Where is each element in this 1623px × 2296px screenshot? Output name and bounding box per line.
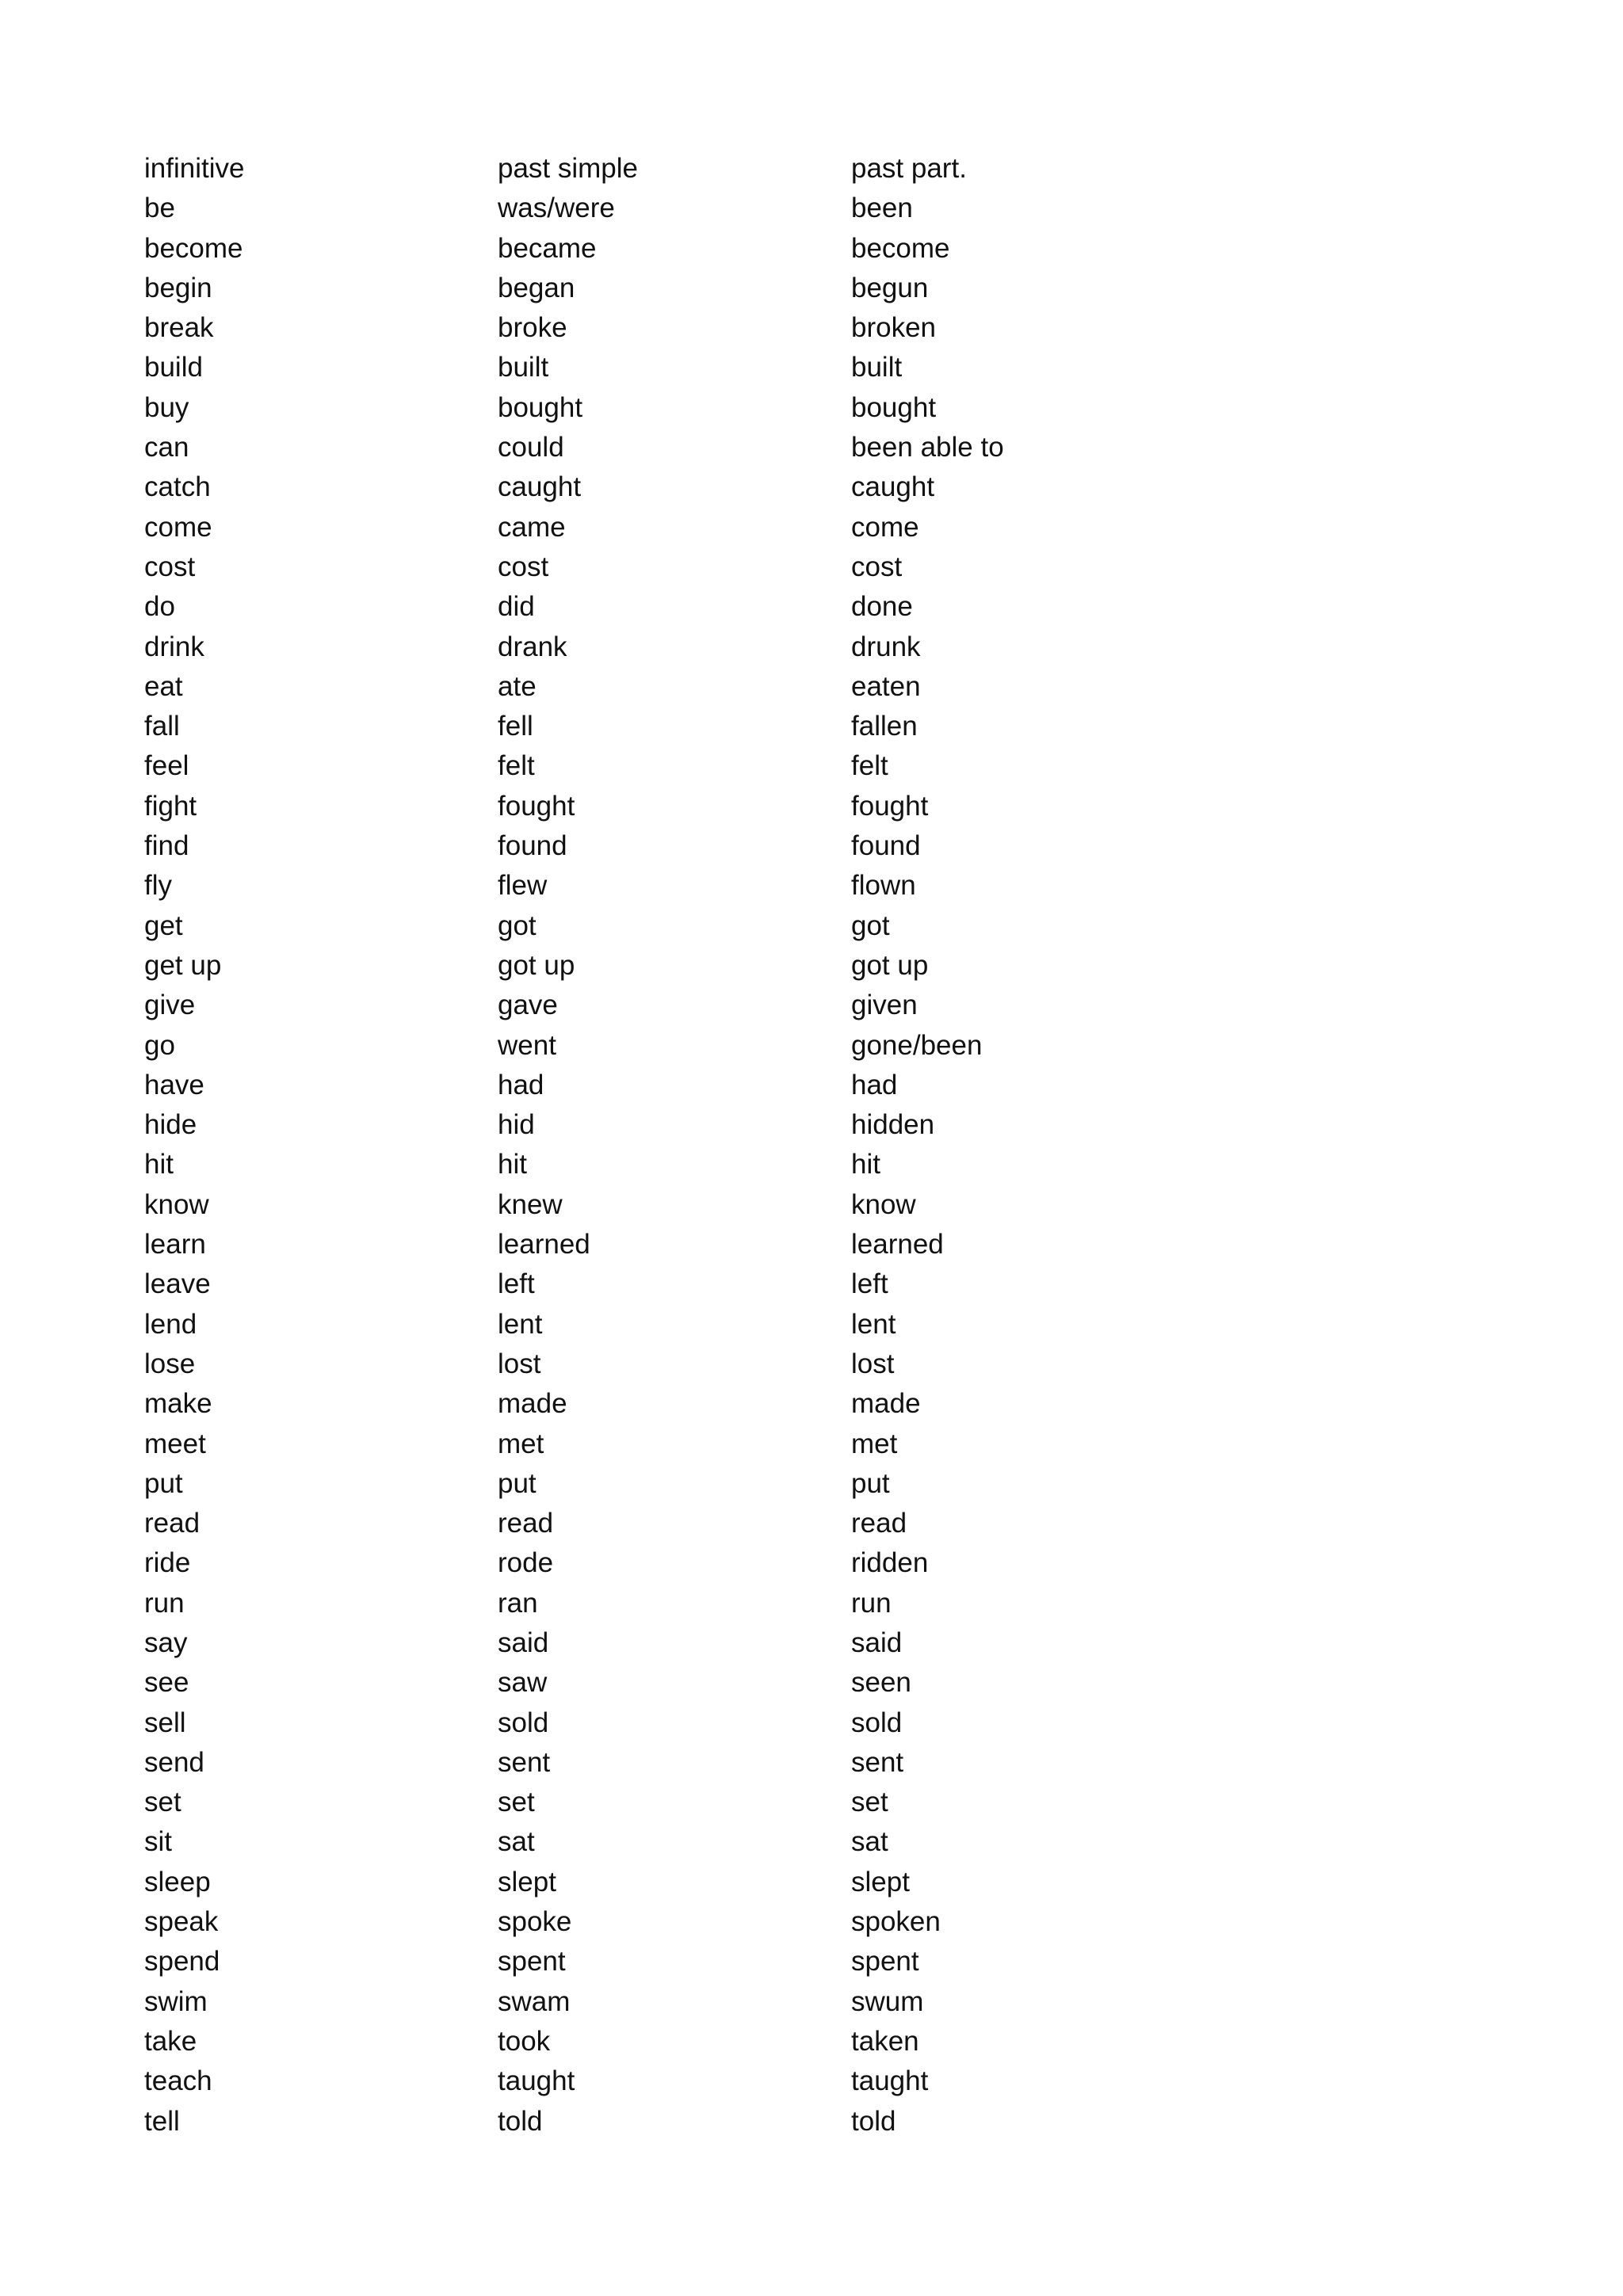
past-participle-cell: been: [851, 193, 913, 224]
past-simple-cell: took: [498, 2025, 551, 2057]
past-simple-cell: was/were: [498, 193, 615, 224]
past-participle-cell: gone/been: [851, 1029, 983, 1061]
table-row: [144, 348, 1247, 387]
infinitive-cell: meet: [144, 1428, 206, 1459]
past-simple-cell: made: [498, 1388, 567, 1420]
infinitive-cell: buy: [144, 391, 189, 423]
infinitive-cell: run: [144, 1587, 185, 1619]
table-row: [144, 1584, 1247, 1623]
infinitive-cell: catch: [144, 471, 211, 503]
past-participle-cell: slept: [851, 1866, 910, 1897]
table-row: [144, 1543, 1247, 1583]
infinitive-cell: sit: [144, 1826, 172, 1858]
past-participle-cell: met: [851, 1428, 898, 1459]
past-simple-cell: began: [498, 272, 575, 303]
table-row: [144, 707, 1247, 746]
infinitive-cell: come: [144, 511, 212, 543]
table-row: [144, 1026, 1247, 1066]
past-simple-cell: became: [498, 232, 597, 264]
table-row: [144, 1902, 1247, 1942]
past-simple-cell: flew: [498, 870, 548, 902]
past-participle-cell: begun: [851, 272, 929, 303]
past-simple-cell: spent: [498, 1946, 566, 1978]
table-row: [144, 1464, 1247, 1504]
past-participle-cell: become: [851, 232, 950, 264]
irregular-verbs-table: [144, 149, 1247, 2142]
table-row: [144, 1305, 1247, 1344]
table-row: [144, 587, 1247, 627]
past-simple-cell: drank: [498, 631, 567, 662]
past-simple-cell: sat: [498, 1826, 535, 1858]
infinitive-cell: sleep: [144, 1866, 211, 1897]
past-participle-cell: broken: [851, 312, 937, 344]
past-participle-cell: come: [851, 511, 919, 543]
past-participle-cell: sold: [851, 1707, 903, 1738]
past-simple-cell: sold: [498, 1707, 549, 1738]
infinitive-cell: speak: [144, 1906, 219, 1938]
past-participle-cell: hit: [851, 1149, 880, 1180]
past-participle-cell: drunk: [851, 631, 921, 662]
infinitive-cell: get up: [144, 949, 222, 981]
past-participle-cell: swum: [851, 1985, 924, 2017]
past-simple-cell: left: [498, 1268, 535, 1300]
table-row: [144, 1703, 1247, 1743]
past-participle-cell: caught: [851, 471, 935, 503]
past-participle-cell: run: [851, 1587, 892, 1619]
past-simple-cell: rode: [498, 1547, 554, 1579]
past-simple-cell: slept: [498, 1866, 556, 1897]
past-simple-cell: came: [498, 511, 566, 543]
table-row: [144, 2102, 1247, 2142]
past-participle-cell: given: [851, 990, 918, 1021]
past-participle-cell: been able to: [851, 432, 1004, 463]
table-row: [144, 388, 1247, 428]
past-simple-cell: lent: [498, 1308, 543, 1340]
table-row: [144, 1185, 1247, 1225]
past-participle-cell: built: [851, 352, 903, 383]
past-participle-cell: fought: [851, 790, 929, 822]
past-participle-cell: spent: [851, 1946, 919, 1978]
table-row: [144, 189, 1247, 228]
table-row: [144, 826, 1247, 866]
past-participle-cell: taken: [851, 2025, 919, 2057]
infinitive-cell: lend: [144, 1308, 197, 1340]
past-participle-cell: know: [851, 1188, 916, 1220]
infinitive-cell: see: [144, 1667, 189, 1699]
past-simple-cell: met: [498, 1428, 544, 1459]
infinitive-cell: sell: [144, 1707, 186, 1738]
infinitive-cell: have: [144, 1069, 204, 1100]
infinitive-cell: learn: [144, 1229, 206, 1261]
infinitive-cell: become: [144, 232, 243, 264]
table-row: [144, 787, 1247, 826]
past-simple-cell: put: [498, 1467, 537, 1499]
past-simple-cell: fell: [498, 711, 533, 742]
infinitive-cell: do: [144, 591, 175, 623]
past-participle-cell: got up: [851, 949, 929, 981]
past-participle-cell: left: [851, 1268, 888, 1300]
table-row: [144, 1105, 1247, 1145]
table-row: [144, 2022, 1247, 2061]
infinitive-cell: swim: [144, 1985, 208, 2017]
past-simple-cell: taught: [498, 2065, 575, 2097]
table-row: [144, 269, 1247, 308]
infinitive-cell: hit: [144, 1149, 174, 1180]
past-simple-cell: ate: [498, 670, 537, 702]
past-simple-cell: learned: [498, 1229, 590, 1261]
past-participle-cell: put: [851, 1467, 890, 1499]
past-participle-cell: bought: [851, 391, 937, 423]
past-participle-cell: cost: [851, 551, 903, 582]
table-row: [144, 1425, 1247, 1464]
table-row: [144, 428, 1247, 467]
past-participle-cell: eaten: [851, 670, 921, 702]
past-participle-cell: made: [851, 1388, 921, 1420]
table-row: [144, 1663, 1247, 1703]
infinitive-cell: lose: [144, 1348, 196, 1379]
table-row: [144, 1145, 1247, 1184]
past-participle-cell: flown: [851, 870, 916, 902]
infinitive-cell: break: [144, 312, 214, 344]
past-participle-cell: fallen: [851, 711, 918, 742]
table-row: [144, 1863, 1247, 1902]
past-simple-cell: fought: [498, 790, 575, 822]
table-row: [144, 1066, 1247, 1105]
table-row: [144, 866, 1247, 906]
past-simple-cell: could: [498, 432, 564, 463]
infinitive-cell: know: [144, 1188, 209, 1220]
infinitive-cell: tell: [144, 2105, 180, 2137]
table-row: [144, 1783, 1247, 1822]
table-row: [144, 667, 1247, 707]
infinitive-cell: ride: [144, 1547, 191, 1579]
infinitive-cell: cost: [144, 551, 196, 582]
infinitive-cell: feel: [144, 750, 189, 782]
past-simple-cell: lost: [498, 1348, 541, 1379]
infinitive-cell: hide: [144, 1109, 197, 1141]
past-participle-cell: felt: [851, 750, 888, 782]
table-row: [144, 906, 1247, 946]
infinitive-cell: fight: [144, 790, 197, 822]
verb-rows: [144, 189, 1247, 2142]
infinitive-cell: get: [144, 910, 183, 941]
past-simple-cell: bought: [498, 391, 583, 423]
past-participle-cell: found: [851, 830, 921, 862]
past-simple-cell: spoke: [498, 1906, 572, 1938]
past-simple-cell: felt: [498, 750, 535, 782]
past-simple-cell: read: [498, 1508, 554, 1539]
infinitive-cell: can: [144, 432, 189, 463]
infinitive-cell: put: [144, 1467, 183, 1499]
past-participle-cell: ridden: [851, 1547, 929, 1579]
past-participle-cell: taught: [851, 2065, 929, 2097]
table-row: [144, 986, 1247, 1025]
past-participle-cell: seen: [851, 1667, 911, 1699]
past-simple-cell: said: [498, 1627, 549, 1658]
infinitive-cell: set: [144, 1787, 181, 1818]
table-row: [144, 1225, 1247, 1264]
past-simple-cell: ran: [498, 1587, 538, 1619]
header-past-simple: past simple: [498, 153, 639, 184]
past-participle-cell: got: [851, 910, 890, 941]
infinitive-cell: make: [144, 1388, 212, 1420]
header-past-participle: past part.: [851, 153, 967, 184]
infinitive-cell: teach: [144, 2065, 212, 2097]
infinitive-cell: begin: [144, 272, 212, 303]
past-participle-cell: read: [851, 1508, 907, 1539]
table-row: [144, 1822, 1247, 1862]
past-simple-cell: did: [498, 591, 535, 623]
past-participle-cell: spoken: [851, 1906, 941, 1938]
table-row: [144, 1743, 1247, 1783]
past-simple-cell: gave: [498, 990, 558, 1021]
infinitive-cell: build: [144, 352, 203, 383]
table-row: [144, 1982, 1247, 2022]
infinitive-cell: say: [144, 1627, 188, 1658]
past-simple-cell: saw: [498, 1667, 548, 1699]
infinitive-cell: find: [144, 830, 189, 862]
table-row: [144, 1264, 1247, 1304]
table-row: [144, 1384, 1247, 1424]
infinitive-cell: read: [144, 1508, 200, 1539]
table-row: [144, 2061, 1247, 2101]
past-participle-cell: lost: [851, 1348, 895, 1379]
past-participle-cell: told: [851, 2105, 896, 2137]
past-participle-cell: sent: [851, 1746, 904, 1778]
infinitive-cell: fly: [144, 870, 172, 902]
table-row: [144, 1344, 1247, 1384]
past-simple-cell: swam: [498, 1985, 571, 2017]
past-simple-cell: had: [498, 1069, 544, 1100]
table-row: [144, 467, 1247, 507]
header-row: [144, 149, 1247, 189]
infinitive-cell: take: [144, 2025, 197, 2057]
past-simple-cell: went: [498, 1029, 556, 1061]
infinitive-cell: leave: [144, 1268, 211, 1300]
infinitive-cell: be: [144, 193, 175, 224]
past-simple-cell: knew: [498, 1188, 563, 1220]
table-row: [144, 746, 1247, 786]
table-row: [144, 627, 1247, 667]
past-simple-cell: set: [498, 1787, 535, 1818]
table-row: [144, 547, 1247, 587]
infinitive-cell: fall: [144, 711, 180, 742]
table-row: [144, 1623, 1247, 1663]
past-simple-cell: hid: [498, 1109, 535, 1141]
past-participle-cell: lent: [851, 1308, 896, 1340]
past-participle-cell: said: [851, 1627, 903, 1658]
past-simple-cell: broke: [498, 312, 567, 344]
past-participle-cell: learned: [851, 1229, 944, 1261]
past-simple-cell: built: [498, 352, 549, 383]
past-simple-cell: cost: [498, 551, 549, 582]
infinitive-cell: eat: [144, 670, 183, 702]
infinitive-cell: give: [144, 990, 196, 1021]
past-participle-cell: hidden: [851, 1109, 935, 1141]
infinitive-cell: drink: [144, 631, 204, 662]
past-participle-cell: done: [851, 591, 913, 623]
past-participle-cell: set: [851, 1787, 888, 1818]
past-simple-cell: hit: [498, 1149, 527, 1180]
table-row: [144, 1942, 1247, 1981]
past-simple-cell: told: [498, 2105, 543, 2137]
table-row: [144, 229, 1247, 269]
past-participle-cell: sat: [851, 1826, 888, 1858]
table-row: [144, 308, 1247, 348]
past-participle-cell: had: [851, 1069, 898, 1100]
past-simple-cell: got up: [498, 949, 575, 981]
infinitive-cell: send: [144, 1746, 204, 1778]
header-infinitive: infinitive: [144, 153, 245, 184]
past-simple-cell: caught: [498, 471, 582, 503]
table-row: [144, 508, 1247, 547]
past-simple-cell: sent: [498, 1746, 551, 1778]
table-row: [144, 946, 1247, 986]
past-simple-cell: found: [498, 830, 567, 862]
infinitive-cell: go: [144, 1029, 175, 1061]
table-row: [144, 1504, 1247, 1543]
infinitive-cell: spend: [144, 1946, 220, 1978]
past-simple-cell: got: [498, 910, 537, 941]
